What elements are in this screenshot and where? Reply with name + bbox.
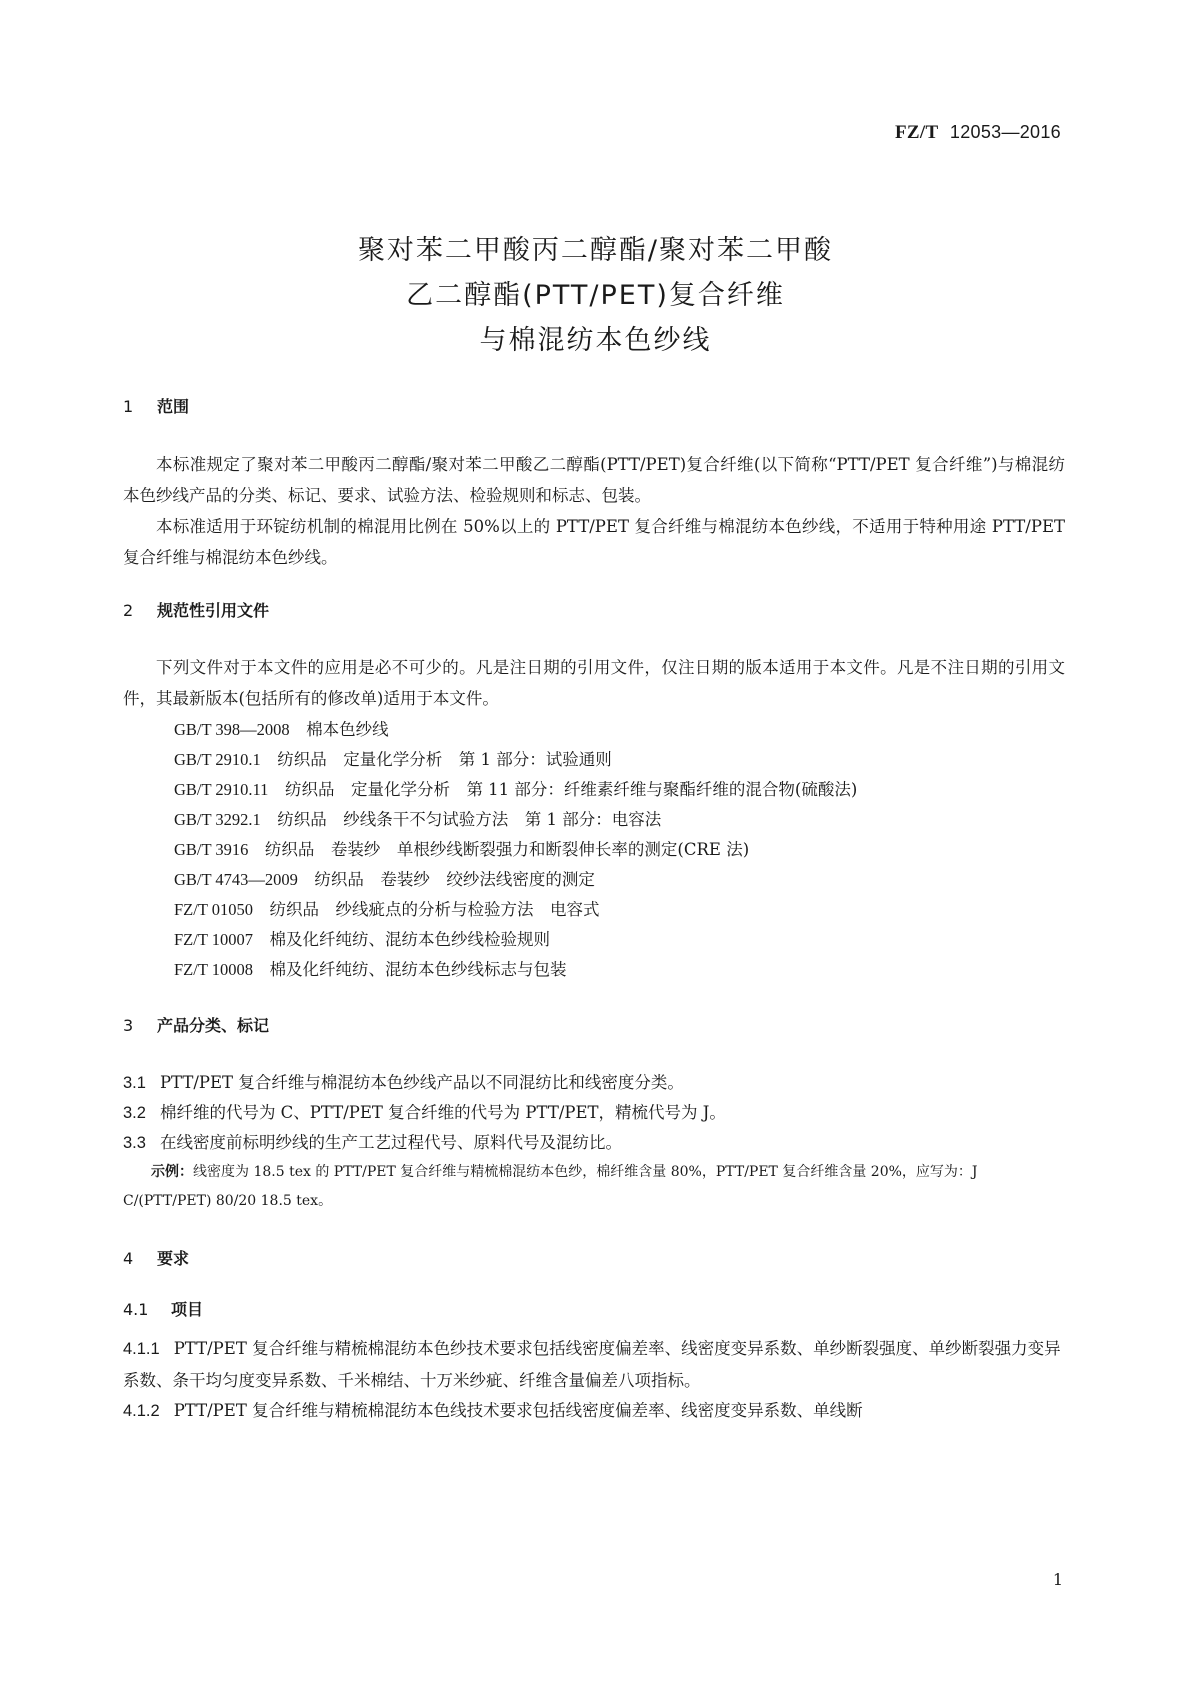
page-number: 1 [1052,1570,1063,1589]
section-1-paragraph-2: 本标准适用于环锭纺机制的棉混用比例在 50%以上的 PTT/PET 复合纤维与棉混纺本色纱线，不适用于特种用途 PTT/PET 复合纤维与棉混纺本色纱线。 [123,517,1065,567]
clause-3-1: 3.1 PTT/PET 复合纤维与棉混纺本色纱线产品以不同混纺比和线密度分类。 [123,1073,684,1092]
title-line-3: 与棉混纺本色纱线 [479,325,712,356]
reference-item: FZ/T 01050 纺织品 纱线疵点的分析与检验方法 电容式 [174,900,600,919]
reference-item: GB/T 2910.11 纺织品 定量化学分析 第 11 部分：纤维素纤维与聚酯纤维的混合物(硫酸法) [174,780,858,799]
clause-4-1-2: 4.1.2 PTT/PET 复合纤维与精梳棉混纺本色线技术要求包括线密度偏差率、线密度变异系数、单线断 [123,1401,863,1420]
standard-number: 12053—2016 [949,122,1061,142]
reference-item: FZ/T 10008 棉及化纤纯纺、混纺本色纱线标志与包装 [174,960,567,979]
reference-item: GB/T 3916 纺织品 卷装纱 单根纱线断裂强力和断裂伸长率的测定(CRE 法) [174,840,750,859]
example-note: 示例：线密度为 18.5 tex 的 PTT/PET 复合纤维与精梳棉混纺本色纱，棉纤维含量 80%，PTT/PET 复合纤维含量 20%，应写为：J C/(PTT/PET) 80/20 18.5 tex。 [123,1164,978,1209]
reference-item: GB/T 398—2008 棉本色纱线 [174,720,389,739]
section-1-paragraph-1: 本标准规定了聚对苯二甲酸丙二醇酯/聚对苯二甲酸乙二醇酯(PTT/PET)复合纤维(以下简称“PTT/PET 复合纤维”)与棉混纺本色纱线产品的分类、标记、要求、试验方法、检验规则和标志、包装。 [123,455,1065,505]
clause-3-2: 3.2 棉纤维的代号为 C、PTT/PET 复合纤维的代号为 PTT/PET，精梳代号为 J。 [123,1103,726,1122]
reference-item: GB/T 2910.1 纺织品 定量化学分析 第 1 部分：试验通则 [174,750,612,769]
clause-3-3: 3.3 在线密度前标明纱线的生产工艺过程代号、原料代号及混纺比。 [123,1133,622,1152]
section-4-heading: 4 要求 [123,1249,190,1268]
reference-item: GB/T 4743—2009 纺织品 卷装纱 绞纱法线密度的测定 [174,870,595,889]
standard-prefix: FZ/T [895,122,939,143]
standard-code [895,122,1061,144]
title-line-2: 乙二醇酯(PTT/PET)复合纤维 [406,280,785,311]
section-1-heading: 1 范围 [123,397,190,416]
reference-item: FZ/T 10007 棉及化纤纯纺、混纺本色纱线检验规则 [174,930,550,949]
section-2-heading: 2 规范性引用文件 [123,601,270,620]
clause-4-1-1: 4.1.1 PTT/PET 复合纤维与精梳棉混纺本色纱技术要求包括线密度偏差率、线密度变异系数、单纱断裂强度、单纱断裂强力变异系数、条干均匀度变异系数、千米棉结、十万米纱疵、纤维含量偏差八项指标。 [123,1339,1061,1390]
section-3-heading: 3 产品分类、标记 [123,1016,270,1035]
document-title [0,228,1191,363]
section-2-intro: 下列文件对于本文件的应用是必不可少的。凡是注日期的引用文件，仅注日期的版本适用于本文件。凡是不注日期的引用文件，其最新版本(包括所有的修改单)适用于本文件。 [123,658,1065,708]
title-line-1: 聚对苯二甲酸丙二醇酯/聚对苯二甲酸 [357,235,834,266]
reference-item: GB/T 3292.1 纺织品 纱线条干不匀试验方法 第 1 部分：电容法 [174,810,662,829]
section-4-1-heading: 4.1 项目 [123,1300,204,1319]
